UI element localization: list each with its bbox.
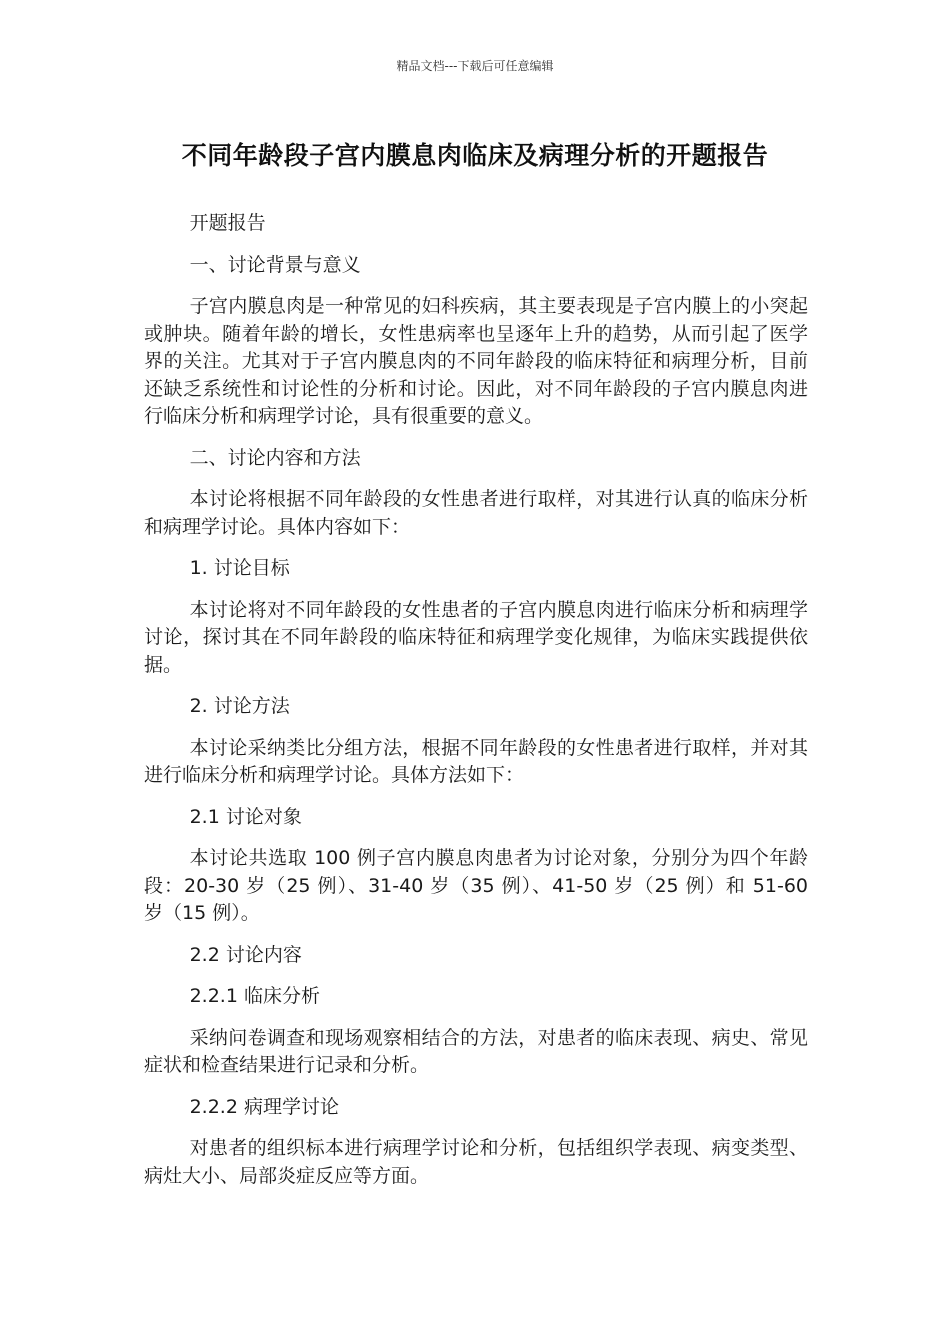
body-paragraph: 本讨论采纳类比分组方法，根据不同年龄段的女性患者进行取样，并对其进行临床分析和病理学讨论。具体方法如下： <box>144 736 808 786</box>
document-title: 不同年龄段子宫内膜息肉临床及病理分析的开题报告 <box>181 141 769 170</box>
body-paragraph: 本讨论共选取 100 例子宫内膜息肉患者为讨论对象，分别分为四个年龄段：20-30 岁（25 例）、31-40 岁（35 例）、41-50 岁（25 例）和 51-60 岁（15 例）。 <box>144 847 808 924</box>
body-paragraph: 子宫内膜息肉是一种常见的妇科疾病，其主要表现是子宫内膜上的小突起或肿块。随着年龄的增长，女性患病率也呈逐年上升的趋势，从而引起了医学界的关注。尤其对于子宫内膜息肉的不同年龄段的临床特征和病理分析，目前还缺乏系统性和讨论性的分析和讨论。因此，对不同年龄段的子宫内膜息肉进行临床分析和病理学讨论，具有很重要的意义。 <box>144 295 808 427</box>
subsection-heading: 2. 讨论方法 <box>189 695 290 717</box>
document-body <box>144 210 808 1204</box>
body-paragraph: 采纳问卷调查和现场观察相结合的方法，对患者的临床表现、病史、常见症状和检查结果进行记录和分析。 <box>144 1026 808 1076</box>
body-paragraph: 本讨论将对不同年龄段的女性患者的子宫内膜息肉进行临床分析和病理学讨论，探讨其在不同年龄段的临床特征和病理学变化规律，为临床实践提供依据。 <box>144 598 808 676</box>
subsection-heading: 2.2.2 病理学讨论 <box>189 1095 339 1118</box>
subsection-heading: 1. 讨论目标 <box>189 557 290 579</box>
section-heading: 一、讨论背景与意义 <box>189 253 361 276</box>
header-note: 精品文档---下载后可任意编辑 <box>396 59 554 73</box>
subsection-heading: 2.2.1 临床分析 <box>189 985 320 1007</box>
body-paragraph: 本讨论将根据不同年龄段的女性患者进行取样，对其进行认真的临床分析和病理学讨论。具体内容如下： <box>144 488 808 538</box>
subsection-heading: 2.2 讨论内容 <box>189 943 302 966</box>
section-heading: 开题报告 <box>189 212 266 234</box>
subsection-heading: 2.1 讨论对象 <box>189 805 302 828</box>
section-heading: 二、讨论内容和方法 <box>189 446 361 469</box>
body-paragraph: 对患者的组织标本进行病理学讨论和分析，包括组织学表现、病变类型、病灶大小、局部炎症反应等方面。 <box>144 1137 808 1187</box>
